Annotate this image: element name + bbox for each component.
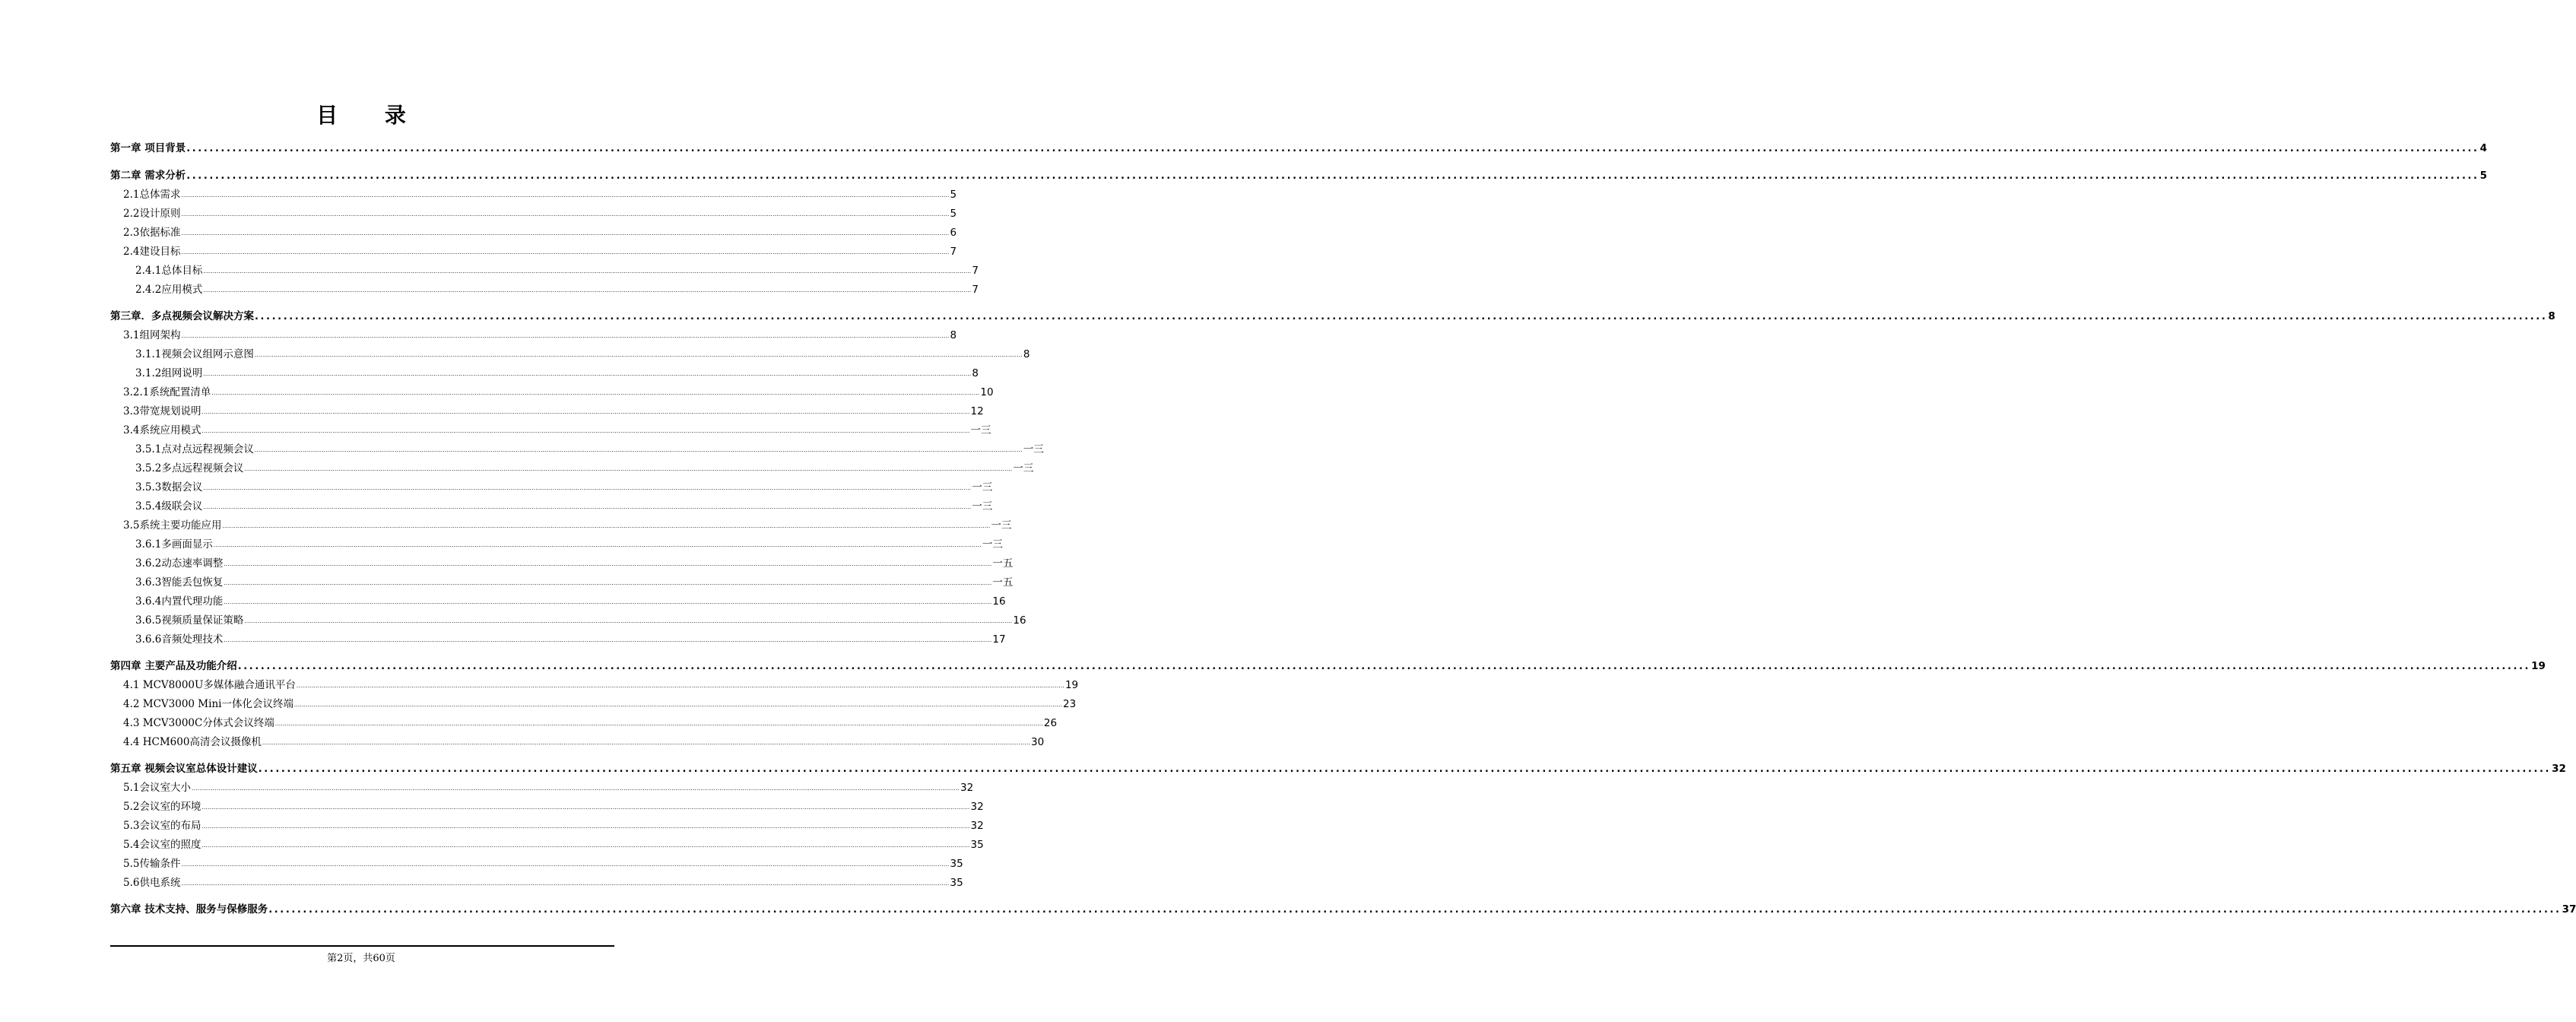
- toc-entry[interactable]: [110, 817, 984, 832]
- toc-leader-dots: ................................................................................................................................................................................................................................................................................................................................................................................................................: [203, 504, 972, 510]
- toc-leader-dots: ................................................................................................................................................................................................................................................................................................................................................................................................................: [255, 311, 2548, 322]
- toc-leader-dots: ................................................................................................................................................................................................................................................................................................................................................................................................................: [213, 542, 982, 548]
- toc-entry-page: 一三: [972, 481, 993, 494]
- toc-leader-dots: ................................................................................................................................................................................................................................................................................................................................................................................................................: [203, 287, 972, 294]
- toc-leader-dots: ................................................................................................................................................................................................................................................................................................................................................................................................................: [181, 881, 950, 887]
- toc-entry-page: 30: [1031, 736, 1045, 748]
- toc-entry-label: 3.5.1点对点远程视频会议: [135, 443, 254, 455]
- toc-entry-label: 2.2设计原则: [123, 208, 181, 220]
- toc-entry-page: 一三: [982, 538, 1003, 551]
- toc-leader-dots: ................................................................................................................................................................................................................................................................................................................................................................................................................: [244, 618, 1013, 624]
- toc-entry-label: 3.5系统主要功能应用: [123, 519, 222, 532]
- toc-entry-label: 3.6.4内置代理功能: [135, 595, 224, 608]
- toc-entry[interactable]: [110, 798, 984, 813]
- toc-entry-page: 26: [1043, 717, 1058, 729]
- toc-entry-label: 第四章 主要产品及功能介绍: [110, 660, 237, 672]
- toc-entry[interactable]: [110, 281, 979, 296]
- toc-entry-page: 一三: [972, 500, 993, 513]
- page-title: 目 录: [316, 103, 426, 128]
- toc-entry-page: 35: [970, 839, 984, 851]
- toc-leader-dots: ................................................................................................................................................................................................................................................................................................................................................................................................................: [181, 230, 950, 236]
- toc-leader-dots: ................................................................................................................................................................................................................................................................................................................................................................................................................: [201, 824, 970, 830]
- toc-entry[interactable]: [110, 900, 2576, 916]
- toc-entry[interactable]: [110, 497, 993, 513]
- toc-entry[interactable]: [110, 364, 979, 379]
- toc-leader-dots: ................................................................................................................................................................................................................................................................................................................................................................................................................: [268, 904, 2562, 916]
- toc-entry-label: 3.6.5视频质量保证策略: [135, 614, 244, 627]
- toc-entry[interactable]: [110, 478, 993, 494]
- toc-entry-label: 5.2会议室的环境: [123, 801, 201, 813]
- toc-entry[interactable]: [110, 186, 957, 201]
- toc-entry-label: 5.1会议室大小: [123, 782, 191, 794]
- toc-entry-page: 16: [1013, 614, 1026, 627]
- toc-entry-label: 3.1.1视频会议组网示意图: [135, 348, 254, 360]
- toc-leader-dots: ................................................................................................................................................................................................................................................................................................................................................................................................................: [191, 786, 960, 792]
- toc-entry[interactable]: [110, 421, 991, 436]
- toc-leader-dots: ................................................................................................................................................................................................................................................................................................................................................................................................................: [201, 409, 970, 415]
- toc-entry[interactable]: [110, 139, 2487, 154]
- toc-entry[interactable]: [110, 733, 1045, 748]
- toc-entry-label: 5.4会议室的照度: [123, 839, 201, 851]
- toc-entry-label: 4.1 MCV8000U多媒体融合通讯平台: [123, 679, 296, 691]
- toc-entry-label: 3.6.6音频处理技术: [135, 633, 224, 646]
- toc-entry-page: 19: [1064, 679, 1079, 691]
- toc-entry[interactable]: [110, 760, 2566, 775]
- toc-entry-page: 7: [950, 246, 957, 258]
- toc-entry-label: 4.4 HCM600高清会议摄像机: [123, 736, 262, 748]
- toc-entry-label: 3.6.3智能丢包恢复: [135, 576, 224, 589]
- toc-leader-dots: ................................................................................................................................................................................................................................................................................................................................................................................................................: [258, 763, 2552, 775]
- toc-entry-page: 32: [2552, 763, 2566, 775]
- toc-entry[interactable]: [110, 459, 1034, 474]
- toc-entry-page: 32: [970, 801, 984, 813]
- toc-entry-page: 一五: [992, 557, 1014, 570]
- toc-leader-dots: ................................................................................................................................................................................................................................................................................................................................................................................................................: [254, 352, 1023, 358]
- toc-entry[interactable]: [110, 855, 963, 870]
- toc-entry-page: 4: [2479, 142, 2487, 154]
- toc-entry-label: 5.6供电系统: [123, 877, 181, 889]
- toc-entry-page: 37: [2562, 903, 2576, 916]
- toc-entry-page: 8: [950, 329, 957, 341]
- toc-leader-dots: ................................................................................................................................................................................................................................................................................................................................................................................................................: [224, 580, 992, 586]
- toc-entry[interactable]: [110, 224, 957, 239]
- toc-entry-page: 12: [970, 405, 984, 417]
- toc-entry[interactable]: [110, 714, 1058, 729]
- toc-leader-dots: ................................................................................................................................................................................................................................................................................................................................................................................................................: [203, 268, 972, 275]
- toc-entry-label: 2.4.1总体目标: [135, 265, 203, 277]
- toc-leader-dots: ................................................................................................................................................................................................................................................................................................................................................................................................................: [262, 740, 1031, 746]
- toc-entry[interactable]: [110, 779, 974, 794]
- toc-entry-page: 一三: [1023, 443, 1044, 455]
- toc-leader-dots: ................................................................................................................................................................................................................................................................................................................................................................................................................: [293, 702, 1063, 708]
- toc-entry-label: 3.1.2组网说明: [135, 367, 203, 379]
- toc-entry-label: 3.5.2多点远程视频会议: [135, 462, 244, 474]
- toc-entry-label: 3.5.4级联会议: [135, 500, 203, 513]
- toc-entry-label: 4.3 MCV3000C分体式会议终端: [123, 717, 274, 729]
- toc-entry-label: 第一章 项目背景: [110, 142, 186, 154]
- toc-entry-page: 7: [972, 284, 979, 296]
- toc-entry-label: 3.6.2动态速率调整: [135, 557, 224, 570]
- toc-entry[interactable]: [110, 657, 2546, 672]
- toc-entry[interactable]: [110, 836, 984, 851]
- toc-entry-page: 5: [950, 189, 957, 201]
- toc-entry[interactable]: [110, 874, 963, 889]
- toc-entry-page: 一三: [991, 519, 1012, 532]
- toc-leader-dots: ................................................................................................................................................................................................................................................................................................................................................................................................................: [181, 249, 950, 256]
- toc-entry[interactable]: [110, 262, 979, 277]
- toc-leader-dots: ................................................................................................................................................................................................................................................................................................................................................................................................................: [211, 390, 980, 396]
- toc-leader-dots: ................................................................................................................................................................................................................................................................................................................................................................................................................: [224, 561, 992, 567]
- toc-entry[interactable]: [110, 611, 1026, 627]
- toc-entry-page: 6: [950, 227, 957, 239]
- footer-divider: [110, 945, 614, 947]
- toc-entry-page: 35: [950, 877, 963, 889]
- toc-leader-dots: ................................................................................................................................................................................................................................................................................................................................................................................................................: [203, 371, 972, 377]
- toc-leader-dots: ................................................................................................................................................................................................................................................................................................................................................................................................................: [201, 843, 970, 849]
- toc-leader-dots: ................................................................................................................................................................................................................................................................................................................................................................................................................: [224, 637, 992, 643]
- toc-entry-label: 第五章 视频会议室总体设计建议: [110, 763, 258, 775]
- toc-entry[interactable]: [110, 205, 957, 220]
- toc-entry-label: 3.2.1系统配置清单: [123, 386, 211, 398]
- toc-entry[interactable]: [110, 535, 1003, 551]
- toc-entry-page: 17: [992, 633, 1006, 646]
- toc-entry-label: 3.1组网架构: [123, 329, 181, 341]
- toc-entry-page: 32: [970, 820, 984, 832]
- toc-leader-dots: ................................................................................................................................................................................................................................................................................................................................................................................................................: [296, 683, 1064, 689]
- toc-entry-label: 2.1总体需求: [123, 189, 181, 201]
- toc-entry-page: 16: [992, 595, 1006, 608]
- toc-entry[interactable]: [110, 630, 1006, 646]
- toc-leader-dots: ................................................................................................................................................................................................................................................................................................................................................................................................................: [237, 661, 2531, 672]
- toc-leader-dots: ................................................................................................................................................................................................................................................................................................................................................................................................................: [244, 466, 1013, 472]
- toc-leader-dots: ................................................................................................................................................................................................................................................................................................................................................................................................................: [181, 211, 950, 217]
- toc-leader-dots: ................................................................................................................................................................................................................................................................................................................................................................................................................: [203, 485, 972, 491]
- toc-entry-page: 8: [2548, 310, 2555, 322]
- toc-leader-dots: ................................................................................................................................................................................................................................................................................................................................................................................................................: [254, 447, 1023, 453]
- toc-entry[interactable]: [110, 516, 1012, 532]
- toc-entry[interactable]: [110, 167, 2487, 182]
- toc-leader-dots: ................................................................................................................................................................................................................................................................................................................................................................................................................: [201, 428, 970, 434]
- toc-entry-page: 10: [980, 386, 994, 398]
- toc-entry-label: 4.2 MCV3000 Mini一体化会议终端: [123, 698, 293, 710]
- toc-entry-label: 第三章．多点视频会议解决方案: [110, 310, 254, 322]
- toc-entry-label: 2.4建设目标: [123, 246, 181, 258]
- toc-entry-label: 3.4系统应用模式: [123, 424, 201, 436]
- toc-entry-page: 8: [1023, 348, 1030, 360]
- toc-leader-dots: ................................................................................................................................................................................................................................................................................................................................................................................................................: [186, 143, 2479, 154]
- toc-entry[interactable]: [110, 676, 1079, 691]
- toc-entry-label: 2.4.2应用模式: [135, 284, 203, 296]
- toc-entry-label: 3.6.1多画面显示: [135, 538, 213, 551]
- toc-leader-dots: ................................................................................................................................................................................................................................................................................................................................................................................................................: [224, 599, 992, 605]
- toc-entry[interactable]: [110, 695, 1077, 710]
- toc-entry[interactable]: [110, 307, 2555, 322]
- toc-entry[interactable]: [110, 345, 1030, 360]
- toc-leader-dots: ................................................................................................................................................................................................................................................................................................................................................................................................................: [274, 721, 1043, 727]
- toc-entry-page: 5: [2479, 170, 2487, 182]
- toc-entry-page: 23: [1063, 698, 1077, 710]
- toc-leader-dots: ................................................................................................................................................................................................................................................................................................................................................................................................................: [222, 523, 991, 529]
- toc-entry[interactable]: [110, 440, 1044, 455]
- toc-entry-page: 一三: [970, 424, 991, 436]
- toc-entry-page: 8: [972, 367, 979, 379]
- toc-leader-dots: ................................................................................................................................................................................................................................................................................................................................................................................................................: [181, 192, 950, 198]
- toc-leader-dots: ................................................................................................................................................................................................................................................................................................................................................................................................................: [186, 170, 2479, 182]
- toc-entry-page: 5: [950, 208, 957, 220]
- toc-leader-dots: ................................................................................................................................................................................................................................................................................................................................................................................................................: [181, 333, 950, 339]
- toc-entry-page: 19: [2531, 660, 2546, 672]
- toc-entry-label: 5.3会议室的布局: [123, 820, 201, 832]
- toc-entry-label: 3.5.3数据会议: [135, 481, 203, 494]
- toc-entry[interactable]: [110, 554, 1014, 570]
- toc-entry[interactable]: [110, 573, 1014, 589]
- toc-leader-dots: ................................................................................................................................................................................................................................................................................................................................................................................................................: [181, 862, 950, 868]
- toc-entry[interactable]: [110, 402, 984, 417]
- toc-entry-page: 一五: [992, 576, 1014, 589]
- toc-entry-label: 第六章 技术支持、服务与保修服务: [110, 903, 268, 916]
- toc-entry[interactable]: [110, 383, 994, 398]
- toc-entry-label: 3.3带宽规划说明: [123, 405, 201, 417]
- toc-entry[interactable]: [110, 326, 957, 341]
- toc-entry-page: 7: [972, 265, 979, 277]
- toc-entry-label: 2.3依据标准: [123, 227, 181, 239]
- toc-entry-page: 35: [950, 858, 963, 870]
- toc-entry[interactable]: [110, 243, 957, 258]
- toc-entry-page: 32: [960, 782, 974, 794]
- toc-entry-label: 第二章 需求分析: [110, 170, 186, 182]
- toc-entry[interactable]: [110, 592, 1006, 608]
- toc-entry-page: 一三: [1013, 462, 1034, 474]
- page-footer: 第2页，共60页: [327, 953, 395, 964]
- toc-entry-label: 5.5传输条件: [123, 858, 181, 870]
- toc-leader-dots: ................................................................................................................................................................................................................................................................................................................................................................................................................: [201, 805, 970, 811]
